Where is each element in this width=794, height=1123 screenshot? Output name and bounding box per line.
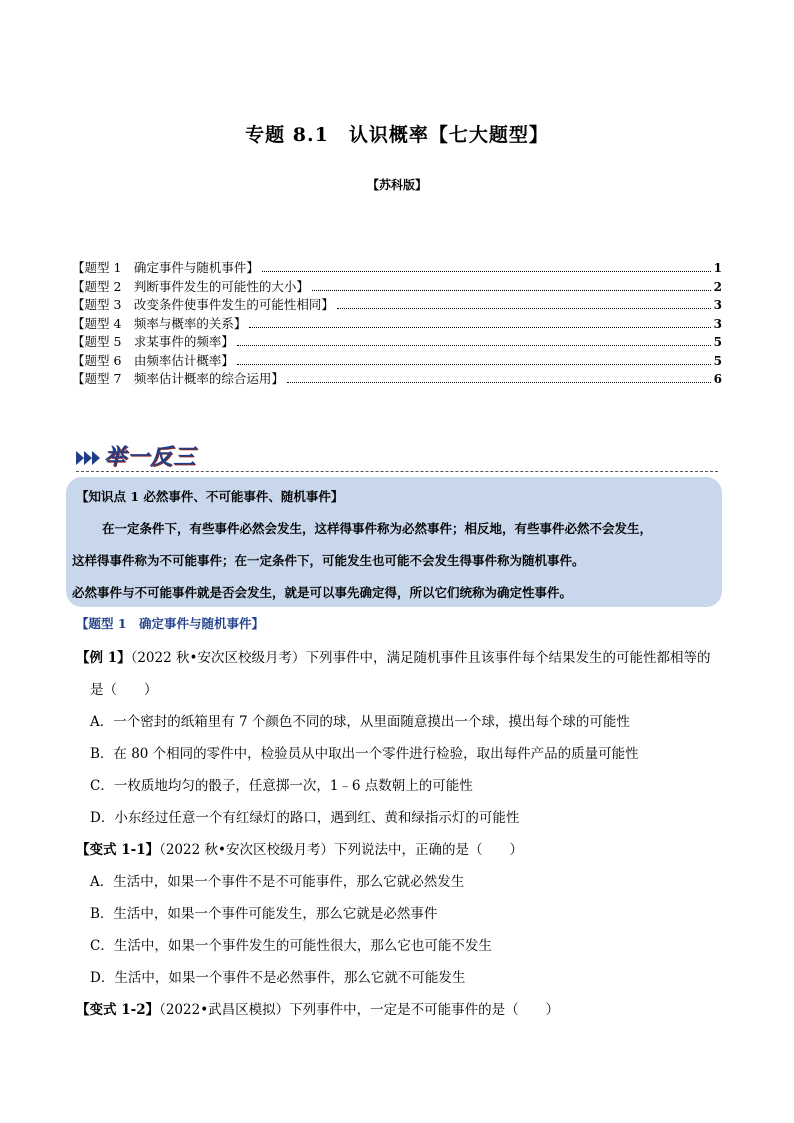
toc-dot-leader [262,270,711,272]
toc-dot-leader [312,289,711,291]
toc-entry-label: 【题型 6 由频率估计概率】 [72,352,234,368]
knowledge-text: 必然事件与不可能事件就是否会发生，就是可以事先确定得，所以它们统称为确定性事件。 [72,585,573,600]
toc-entry-label: 【题型 7 频率估计概率的综合运用】 [72,371,284,386]
toc-entry-label: 【题型 1 确定事件与随机事件】 [72,260,259,275]
toc-entry[interactable] [72,351,722,370]
toc-entry-page: 5 [713,335,722,349]
toc-entry-page: 6 [713,372,722,386]
triple-arrow-icon [76,448,100,470]
toc-entry-label: 【题型 3 改变条件使事件发生的可能性相同】 [72,297,334,312]
toc-entry-label: 【题型 4 频率与概率的关系】 [72,315,247,331]
option-c: C．生活中，如果一个事件发生的可能性很大，那么它也可能不发生 [90,938,492,954]
example-tag: 【例 1】 [76,650,131,666]
toc-entry[interactable] [72,314,722,333]
toc-dot-leader [249,326,710,328]
option-d: D．生活中，如果一个事件不是必然事件，那么它就不可能发生 [90,970,466,986]
toc-entry[interactable] [72,277,722,296]
banner-title: 举一反三 [104,445,197,470]
toc-entry-page: 3 [713,298,722,312]
knowledge-point-box [66,477,722,607]
knowledge-heading: 【知识点 1 必然事件、不可能事件、随机事件】 [76,489,344,504]
option-c: C．一枚质地均匀的骰子，任意掷一次，1﹣6 点数朝上的可能性 [90,778,473,794]
toc-entry[interactable] [72,295,722,314]
toc-entry-page: 3 [713,316,722,331]
toc-entry-page: 1 [713,261,722,275]
page-title: 专题 8.1 认识概率【七大题型】 [245,124,549,146]
toc-entry-page: 2 [713,279,722,294]
knowledge-text: 这样得事件称为不可能事件；在一定条件下，可能发生也可能不会发生得事件称为随机事件。 [72,553,585,568]
variant-stem: （2022•武昌区模拟）下列事件中，一定是不可能事件的是（ ） [159,1002,560,1018]
table-of-contents [72,258,722,388]
toc-entry-label: 【题型 5 求某事件的频率】 [72,334,234,349]
option-a: A．一个密封的纸箱里有 7 个颜色不同的球，从里面随意摸出一个球，摸出每个球的可能性 [90,714,630,730]
option-a: A．生活中，如果一个事件不是不可能事件，那么它就必然发生 [90,874,465,890]
toc-entry-page: 5 [713,353,722,368]
toc-dot-leader [337,307,711,309]
variant-tag: 【变式 1-1】 [76,842,160,858]
option-d: D．小东经过任意一个有红绿灯的路口，遇到红、黄和绿指示灯的可能性 [90,810,520,826]
toc-entry[interactable] [72,369,722,388]
section-heading: 【题型 1 确定事件与随机事件】 [76,616,265,631]
variant-question [76,838,523,858]
knowledge-text: 在一定条件下，有些事件必然会发生，这样得事件称为必然事件；相反地，有些事件必然不会发生， [102,521,653,536]
variant-question [76,998,559,1018]
section-banner [76,440,716,474]
edition-label: 【苏科版】 [366,178,427,192]
toc-entry[interactable] [72,258,722,277]
example-question [76,646,710,666]
example-stem: （2022 秋•安次区校级月考）下列事件中，满足随机事件且该事件每个结果发生的可能性都相等的 [130,650,711,666]
option-b: B．在 80 个相同的零件中，检验员从中取出一个零件进行检验，取出每件产品的质量可能性 [90,746,639,762]
toc-dot-leader [287,381,711,383]
toc-entry-label: 【题型 2 判断事件发生的可能性的大小】 [72,278,309,294]
banner-divider [76,471,718,472]
example-stem-continued: 是（ ） [90,682,158,698]
toc-entry[interactable] [72,332,722,351]
option-b: B．生活中，如果一个事件可能发生，那么它就是必然事件 [90,906,438,922]
toc-dot-leader [237,344,711,346]
variant-tag: 【变式 1-2】 [76,1002,160,1018]
variant-stem: （2022 秋•安次区校级月考）下列说法中，正确的是（ ） [159,842,523,858]
toc-dot-leader [237,363,711,365]
